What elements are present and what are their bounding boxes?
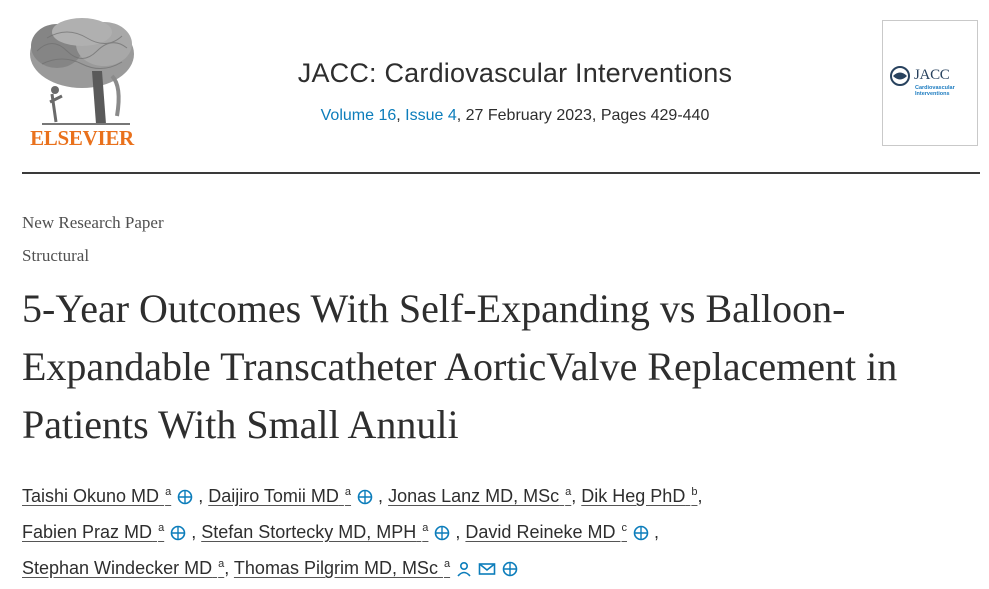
affiliation-marker: a (344, 486, 352, 498)
affiliation-marker: a (218, 558, 225, 570)
cover-journal-name: JACC (914, 67, 950, 83)
author-line: Fabien Praz MD $^a$ , Stefan Stortecky MD, MPH $^a$ , David Reineke MD $^c$ , (22, 510, 982, 546)
globe-icon[interactable] (633, 517, 649, 553)
person-icon[interactable] (456, 553, 472, 589)
affiliation-marker: a (422, 522, 429, 534)
author-link[interactable]: David Reineke MD $^c$ (465, 522, 627, 542)
author-list (22, 474, 982, 582)
author-link[interactable]: Thomas Pilgrim MD, MSc $^a$ (233, 558, 451, 578)
affiliation-marker: b (691, 486, 698, 498)
journal-title[interactable]: JACC: Cardiovascular Interventions (297, 58, 733, 88)
journal-cover-thumbnail[interactable] (882, 20, 978, 146)
author-link[interactable]: Taishi Okuno MD $^a$ (22, 486, 172, 506)
jacc-globe-icon (889, 65, 911, 87)
author-line: Stephan Windecker MD $^a$, Thomas Pilgrim MD, MSc $^a$ (22, 546, 982, 582)
affiliation-marker: a (165, 486, 172, 498)
cover-journal-subtitle: Cardiovascular Interventions (915, 85, 955, 97)
author-link[interactable]: Daijiro Tomii MD $^a$ (208, 486, 352, 506)
globe-icon[interactable] (502, 553, 518, 589)
affiliation-marker: a (443, 558, 451, 570)
publisher-name[interactable]: ELSEVIER (30, 126, 134, 150)
author-link[interactable]: Fabien Praz MD $^a$ (22, 522, 165, 542)
article-type: New Research Paper (22, 213, 164, 232)
author-line: Taishi Okuno MD $^a$ , Daijiro Tomii MD $^a$ , Jonas Lanz MD, MSc $^a$, Dik Heg PhD $^b$, (22, 474, 982, 510)
article-subject: Structural (22, 246, 90, 265)
author-link[interactable]: Stephan Windecker MD $^a$ (22, 558, 225, 578)
comma-separator: , (396, 107, 406, 124)
email-icon[interactable] (478, 553, 496, 589)
header-divider (22, 172, 980, 174)
affiliation-marker: a (565, 486, 572, 498)
issue-date-pages: , 27 February 2023, Pages 429-440 (456, 107, 710, 124)
issue-info (170, 107, 860, 125)
article-title: 5-Year Outcomes With Self-Expanding vs Balloon-Expandable Transcatheter AorticValve Replacement in Patients With Small Annuli (22, 286, 898, 447)
author-link[interactable]: Dik Heg PhD $^b$ (581, 486, 698, 506)
affiliation-marker: a (158, 522, 165, 534)
affiliation-marker: c (621, 522, 627, 534)
author-link[interactable]: Jonas Lanz MD, MSc $^a$ (388, 486, 572, 506)
issue-link[interactable]: Issue 4 (405, 107, 457, 124)
volume-link[interactable]: Volume 16 (320, 107, 397, 124)
author-link[interactable]: Stefan Stortecky MD, MPH $^a$ (201, 522, 429, 542)
journal-header (0, 0, 989, 178)
